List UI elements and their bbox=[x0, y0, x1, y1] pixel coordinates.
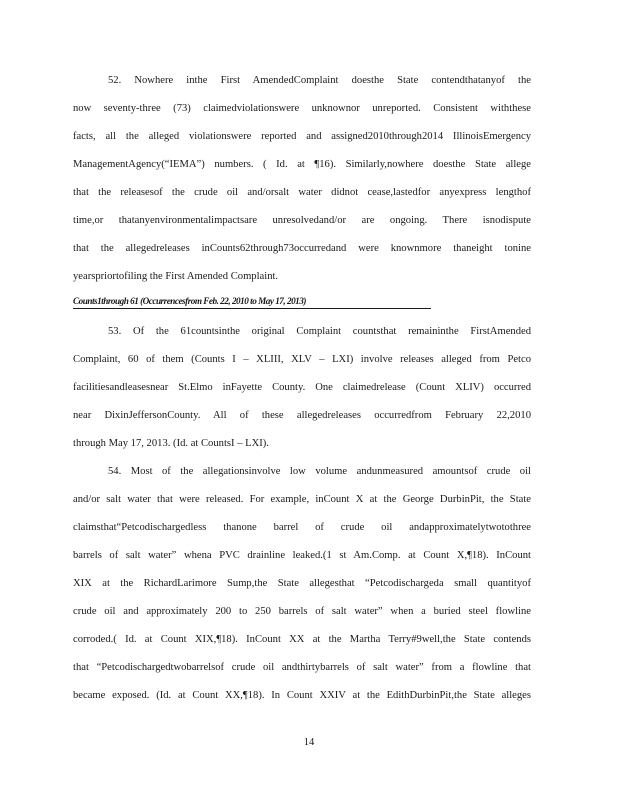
paragraph-52-line-5: that the releasesof the crude oil and/orsalt water didnot cease,lastedfor anyexpress lengthof bbox=[73, 187, 531, 198]
paragraph-53-line-5: through May 17, 2013. (Id. at CountsI – LXI). bbox=[73, 438, 269, 449]
paragraph-52-line-7: that the allegedreleases inCounts62through73occurredand were knownmore thaneight tonine bbox=[73, 243, 531, 254]
paragraph-52-line-1: 52. Nowhere inthe First AmendedComplaint doesthe State contendthatanyof the bbox=[108, 75, 531, 86]
paragraph-53-line-4: near DixinJeffersonCounty. All of these allegedreleases occurredfrom February 22,2010 bbox=[73, 410, 531, 421]
paragraph-54-line-9: became exposed. (Id. at Count XX,¶18). In Count XXIV at the EdithDurbinPit,the State alleges bbox=[73, 690, 531, 701]
paragraph-53-line-3: facilitiesandleasesnear St.Elmo inFayette County. One claimedrelease (Count XLIV) occurred bbox=[73, 382, 531, 393]
paragraph-52-line-2: now seventy-three (73) claimedviolationswere unknownor unreported. Consistent withthese bbox=[73, 103, 531, 114]
paragraph-54-line-4: barrels of salt water” whena PVC drainline leaked.(1 st Am.Comp. at Count X,¶18). InCount bbox=[73, 550, 531, 561]
paragraph-53-line-2: Complaint, 60 of them (Counts I – XLIII, XLV – LXI) involve releases alleged from Petco bbox=[73, 354, 531, 365]
paragraph-53-line-1: 53. Of the 61countsinthe original Complaint countsthat remaininthe FirstAmended bbox=[108, 326, 531, 337]
section-heading: Counts1through 61 (Occurrencesfrom Feb. 22, 2010 to May 17, 2013) bbox=[73, 295, 431, 309]
paragraph-54-line-2: and/or salt water that were released. For example, inCount X at the George DurbinPit, the State bbox=[73, 494, 531, 505]
paragraph-54-line-7: corroded.( Id. at Count XIX,¶18). InCount XX at the Martha Terry#9well,the State contends bbox=[73, 634, 531, 645]
paragraph-52-line-3: facts, all the alleged violationswere reported and assigned2010through2014 IllinoisEmergency bbox=[73, 131, 531, 142]
paragraph-52-line-4: ManagementAgency(“IEMA”) numbers. ( Id. at ¶16). Similarly,nowhere doesthe State allege bbox=[73, 159, 531, 170]
paragraph-54-line-6: crude oil and approximately 200 to 250 barrels of salt water” when a buried steel flowline bbox=[73, 606, 531, 617]
paragraph-54-line-5: XIX at the RichardLarimore Sump,the State allegesthat “Petcodischargeda small quantityof bbox=[73, 578, 531, 589]
paragraph-52-line-6: time,or thatanyenvironmentalimpactsare unresolvedand/or are ongoing. There isnodispute bbox=[73, 215, 531, 226]
page-number: 14 bbox=[303, 737, 315, 748]
paragraph-54-line-8: that “Petcodischargedtwobarrelsof crude oil andthirtybarrels of salt water” from a flowline that bbox=[73, 662, 531, 673]
paragraph-54-line-1: 54. Most of the allegationsinvolve low volume andunmeasured amountsof crude oil bbox=[108, 466, 531, 477]
paragraph-52-line-8: yearspriortofiling the First Amended Complaint. bbox=[73, 271, 279, 282]
paragraph-54-line-3: claimsthat“Petcodischargedless thanone barrel of crude oil andapproximatelytwotothree bbox=[73, 522, 531, 533]
